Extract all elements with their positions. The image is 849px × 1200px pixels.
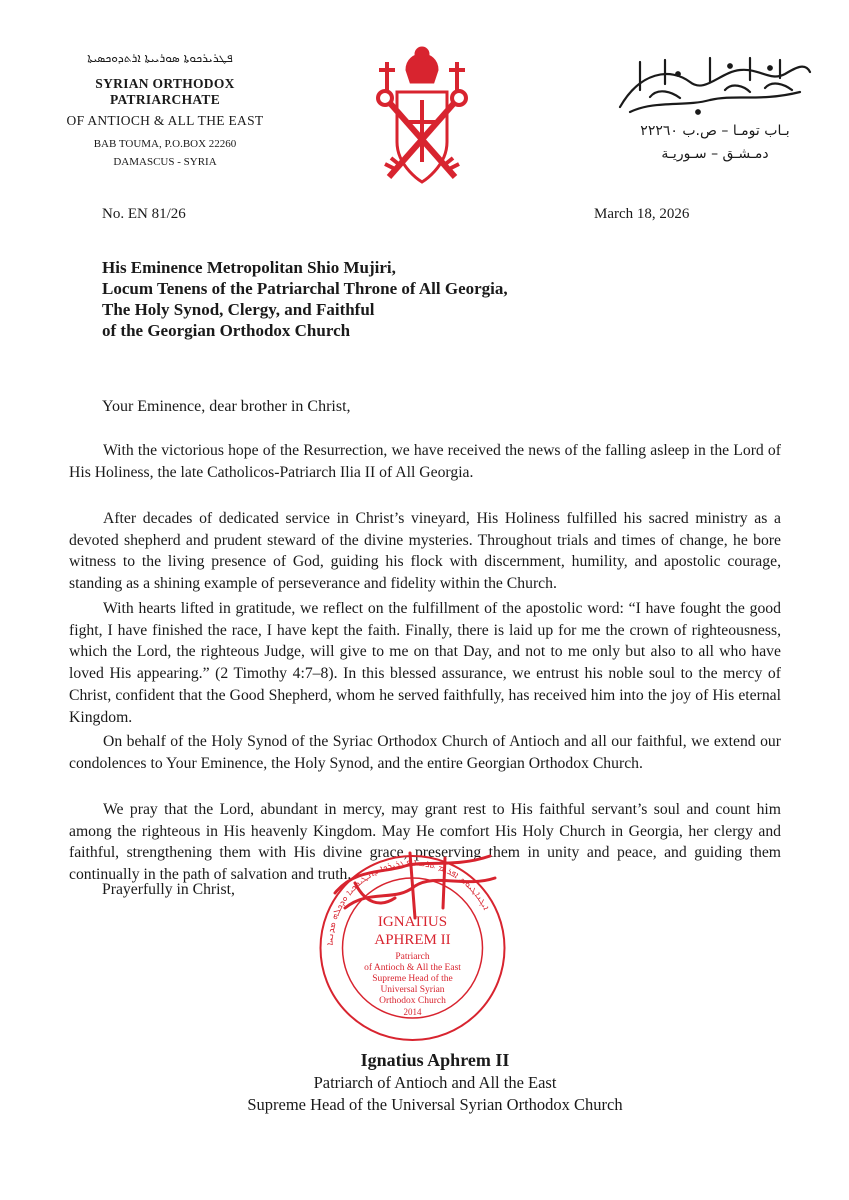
patriarchal-seal-icon (315, 848, 510, 1043)
arabic-calligraphy-logo-icon (610, 52, 815, 122)
org-subtitle: OF ANTIOCH & ALL THE EAST (66, 113, 264, 128)
body-paragraph: On behalf of the Holy Synod of the Syriac Orthodox Church of Antioch and all our faithful, we extend our condolences to Your Eminence, the Holy Synod, and the entire Georgian Orthodox Church. (69, 733, 781, 772)
reference-number: No. EN 81/26 (102, 206, 186, 222)
letter-date: March 18, 2026 (594, 206, 690, 222)
seal-line-1: IGNATIUS (377, 914, 448, 930)
body-paragraph: We pray that the Lord, abundant in mercy, may grant rest to His faithful servant’s soul and count him among the righteous in His heavenly Kingdom. May He comfort His Holy Church in Georgia, her clergy and faithful, strengthening them with His divine grace, preserving them in unity and peace, and guiding them continually in the path of salvation and truth. (69, 801, 781, 884)
recipient-block (102, 257, 742, 341)
patriarchal-crossed-keys-emblem-icon (367, 42, 477, 197)
seal-line-7: Orthodox Church (379, 996, 446, 1006)
seal-year: 2014 (403, 1007, 422, 1017)
seal-line-5: Supreme Head of the (372, 974, 453, 984)
syriac-script-line (40, 50, 280, 66)
seal-line-3: Patriarch (395, 952, 430, 962)
closing-line: Prayerfully in Christ, (102, 881, 235, 898)
letterhead-left (40, 76, 290, 168)
body-paragraph: After decades of dedicated service in Christ’s vineyard, His Holiness fulfilled his sacred ministry as a devoted shepherd and prudent steward of the divine mysteries. Throughout trials and times of change, he bore witness to the living presence of God, guiding his flock with discernment, humility, and apostolic courage, standing as a shining example of perseverance and fidelity within the Church. (69, 510, 781, 593)
body-paragraph: With the victorious hope of the Resurrection, we have received the news of the falling asleep in the Lord of His Holiness, the late Catholicos-Patriarch Ilia II of All Georgia. (69, 442, 781, 481)
recipient-line: His Eminence Metropolitan Shio Mujiri, (102, 258, 396, 277)
seal-line-2: APHREM II (374, 932, 451, 948)
recipient-line: of the Georgian Orthodox Church (102, 321, 351, 340)
address-line-1: BAB TOUMA, P.O.BOX 22260 (93, 138, 237, 150)
seal-line-4: of Antioch & All the East (364, 963, 461, 973)
signer-title-2: Supreme Head of the Universal Syrian Orthodox Church (247, 1095, 623, 1114)
signer-title-1: Patriarch of Antioch and All the East (313, 1073, 557, 1092)
seal-ring-text: ܐܝܓܢܐܛܝܘܣ ܐܦܪܝܡ ܬܪܝܢܐ ܦܛܪܝܪܟܐ ܕܐܢܛܝܘܟܝܐ ܘܕܟܠܗ ܡܕܢܚܐ (325, 858, 491, 946)
recipient-line: The Holy Synod, Clergy, and Faithful (102, 300, 375, 319)
recipient-line: Locum Tenens of the Patriarchal Throne of All Georgia, (102, 279, 508, 298)
arabic-address-line-2: دمـشـق – سـوريـة (661, 146, 769, 162)
signer-name: Ignatius Aphrem II (360, 1050, 510, 1070)
org-name: SYRIAN ORTHODOX PATRIARCHATE (95, 76, 235, 107)
address-line-2: DAMASCUS - SYRIA (113, 156, 217, 168)
seal-line-6: Universal Syrian (380, 985, 445, 995)
syriac-script-text: ܦܛܪܝܪܟܘܬܐ ܣܘܪܝܝܬܐ ܐܪܬܕܘܟܣܝܬܐ (87, 51, 233, 65)
salutation: Your Eminence, dear brother in Christ, (102, 398, 351, 415)
body-paragraph: With hearts lifted in gratitude, we reflect on the fulfillment of the apostolic word: “I have fought the good fight, I have finished the race, I have kept the faith. Finally, there is laid up for me the crown of righteousness, which the Lord, the righteous Judge, will give to me on that Day, and not to me only but also to all who have loved His appearing.” (2 Timothy 4:7–8). In this blessed assurance, we entrust his noble soul to the mercy of Christ, confident that the Good Shepherd, whom he served faithfully, has received him into the joy of His eternal Kingdom. (69, 600, 781, 726)
arabic-address-line-1: بـاب تومـا – ص.ب ٢٢٢٦٠ (640, 123, 790, 139)
signer-block (200, 1050, 670, 1115)
